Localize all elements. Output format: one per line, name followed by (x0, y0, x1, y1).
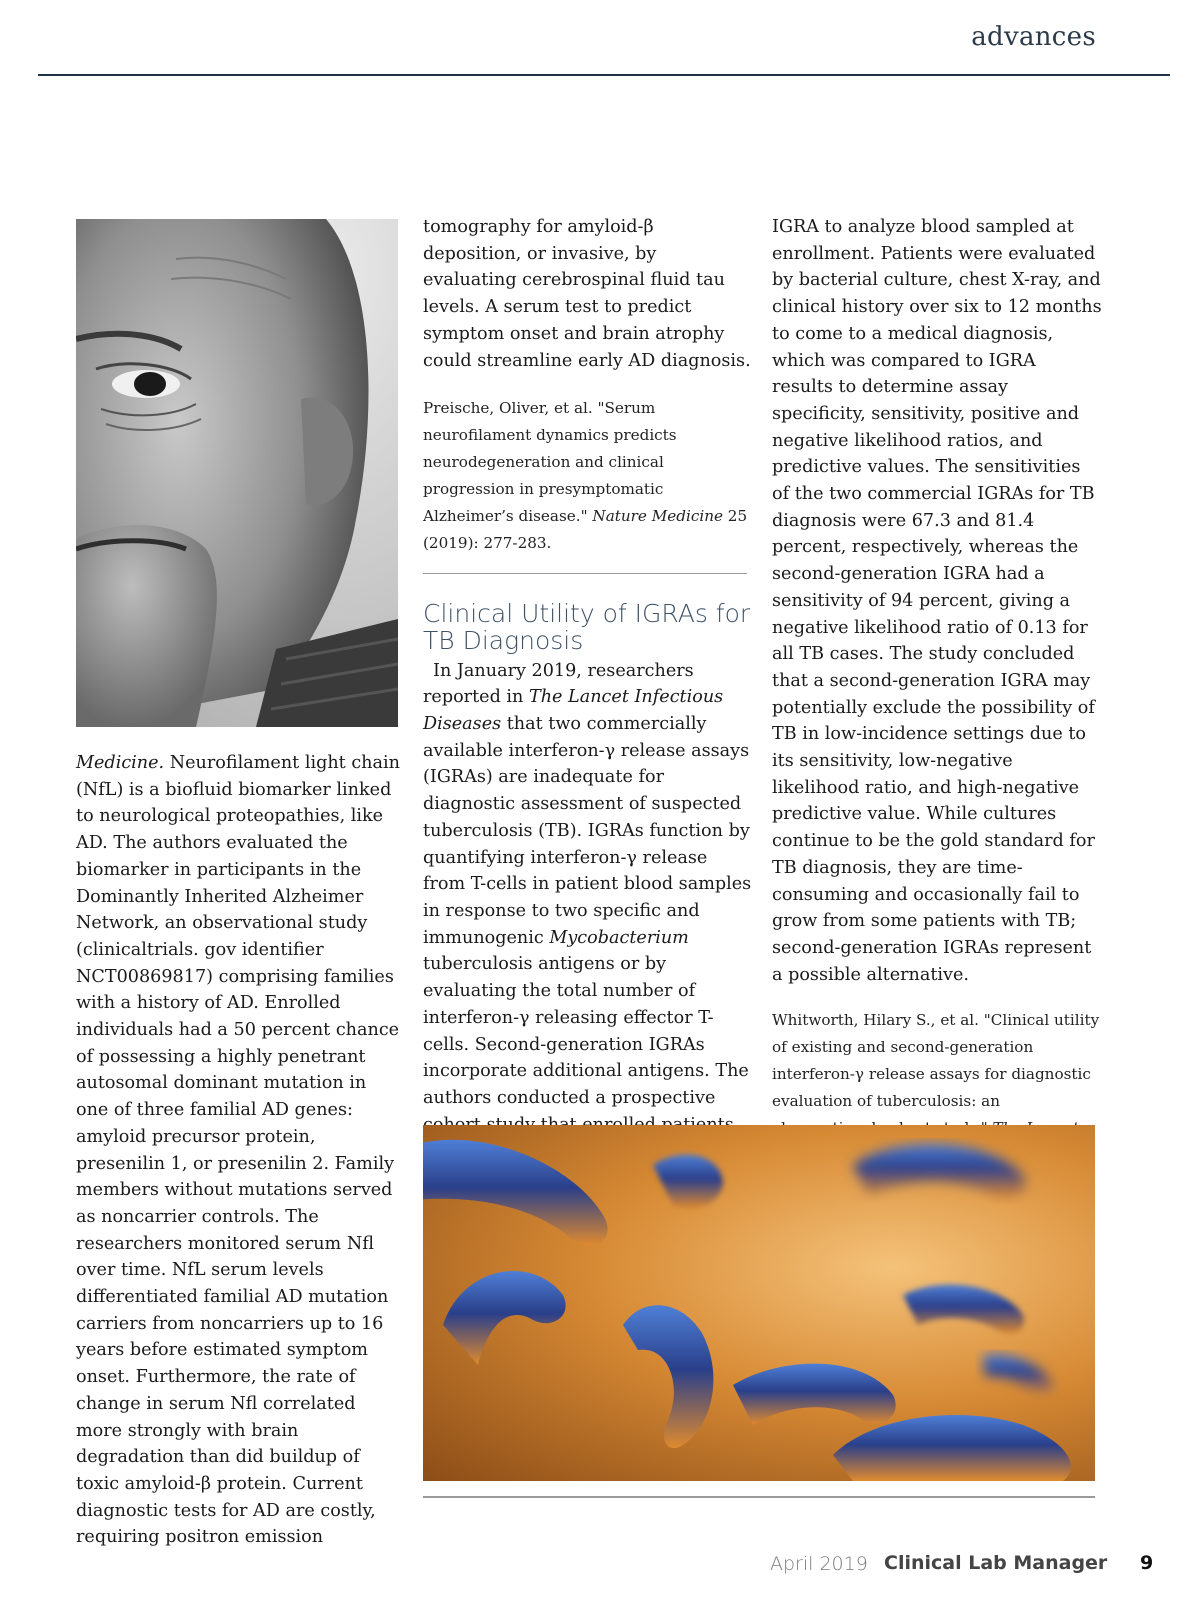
page-number: 9 (1140, 1552, 1154, 1574)
footer-date: April 2019 (770, 1553, 868, 1575)
body-paragraph: IGRA to analyze blood sampled at enrollment. Patients were evaluated by bacterial culture, chest X-ray, and clinical history over six to 12 months to come to a medical diagnosis, which was compared to IGRA results to determine assay specificity, sensitivity, positive and negative likelihood ratios, and predictive values. The sensitivities of the two commercial IGRAs for TB diagnosis were 67.3 and 81.4 percent, respectively, whereas the second-generation IGRA had a sensitivity of 94 percent, giving a negative likelihood ratio of 0.13 for all TB cases. The study concluded that a second-generation IGRA may potentially exclude the possibility of TB in low-incidence settings due to its sensitivity, low-negative likelihood ratio, and high-negative predictive value. While cultures continue to be the gold standard for TB diagnosis, they are time-consuming and occasionally fail to grow from some patients with TB; second-generation IGRAs represent a possible alternative. (772, 217, 1102, 985)
footer-magazine-name: Clinical Lab Manager (884, 1552, 1108, 1574)
journal-title: Nature Medicine (592, 506, 723, 525)
citation: Preische, Oliver, et al. "Serum neurofilament dynamics predicts neurodegeneration and clinical progression in presymptomatic Alzheimer’s disease." Nature Medicine 25 (2019): 277-283. (423, 399, 748, 552)
section-label: advances (971, 22, 1096, 52)
column-1 (76, 750, 400, 1551)
organism-name: Mycobacterium (549, 927, 689, 948)
portrait-photo (76, 219, 398, 727)
column-2 (423, 214, 753, 1218)
citation: Whitworth, Hilary S., et al. "Clinical utility of existing and second-generation interferon-γ release assays for diagnostic evaluation of tuberculosis: an (772, 1007, 1102, 1168)
header-rule (38, 74, 1170, 76)
body-paragraph: In January 2019, researchers reported in The Lancet Infectious Diseases that two commercially available interferon-γ release assays (IGRAs) are inadequate for diagnostic assessment of suspected tuberculosis (TB). IGRAs function by quantifying interferon-γ release from T-cells in patient blood samples in response to two specific and immunogenic Mycobacterium tuberculosis antigens or by evaluating the total number of interferon-γ releasing effector T-cells. Second-generation IGRAs incorporate additional antigens. The authors conducted a prospective (423, 660, 752, 1108)
journal-title: The Lancet Infectious Diseases (423, 687, 724, 735)
body-paragraph: tomography for amyloid-β deposition, or invasive, by evaluating cerebrospinal fluid tau levels. A serum test to predict symptom onset and brain atrophy could streamline early AD diagnosis. (423, 217, 751, 371)
bacteria-photo (423, 1125, 1095, 1481)
italic-lead: Medicine. (76, 753, 165, 773)
article-heading: Clinical Utility of IGRAs for TB Diagnosis (423, 598, 751, 655)
bottom-rule (423, 1496, 1095, 1498)
paragraph-text: Neurofilament light chain (NfL) is a biofluid biomarker linked to neurological proteopathies, like AD. The authors evaluated the biomarker in participants in the Dominantly Inherited Alzheimer Network, an observational study (clinicaltrials. gov identifier NCT00869817) comprising families with a history of AD. Enrolled individuals had a 50 percent chance of possessing a highly penetrant autosomal dominant mutation in one of three familial AD genes: amyloid precursor protein, presenilin 1, or presenilin 2. Family members without mutations served as noncarrier controls. The researchers monitored serum Nfl over time. NfL serum levels differentiated familial AD mutation carriers from noncarriers up to 16 years before estimated symptom onset. Furthermore, the rate of change in serum Nfl correlated more strongly with brain degradation than did buildup of toxic amyloid-β protein. Current diagnostic tests for AD are costly, requiring positron emission (76, 753, 400, 1548)
column-3 (772, 214, 1102, 1169)
bacteria-illustration (423, 1125, 1095, 1481)
portrait-illustration (76, 219, 398, 727)
section-divider (423, 573, 747, 574)
body-paragraph (76, 750, 400, 1551)
